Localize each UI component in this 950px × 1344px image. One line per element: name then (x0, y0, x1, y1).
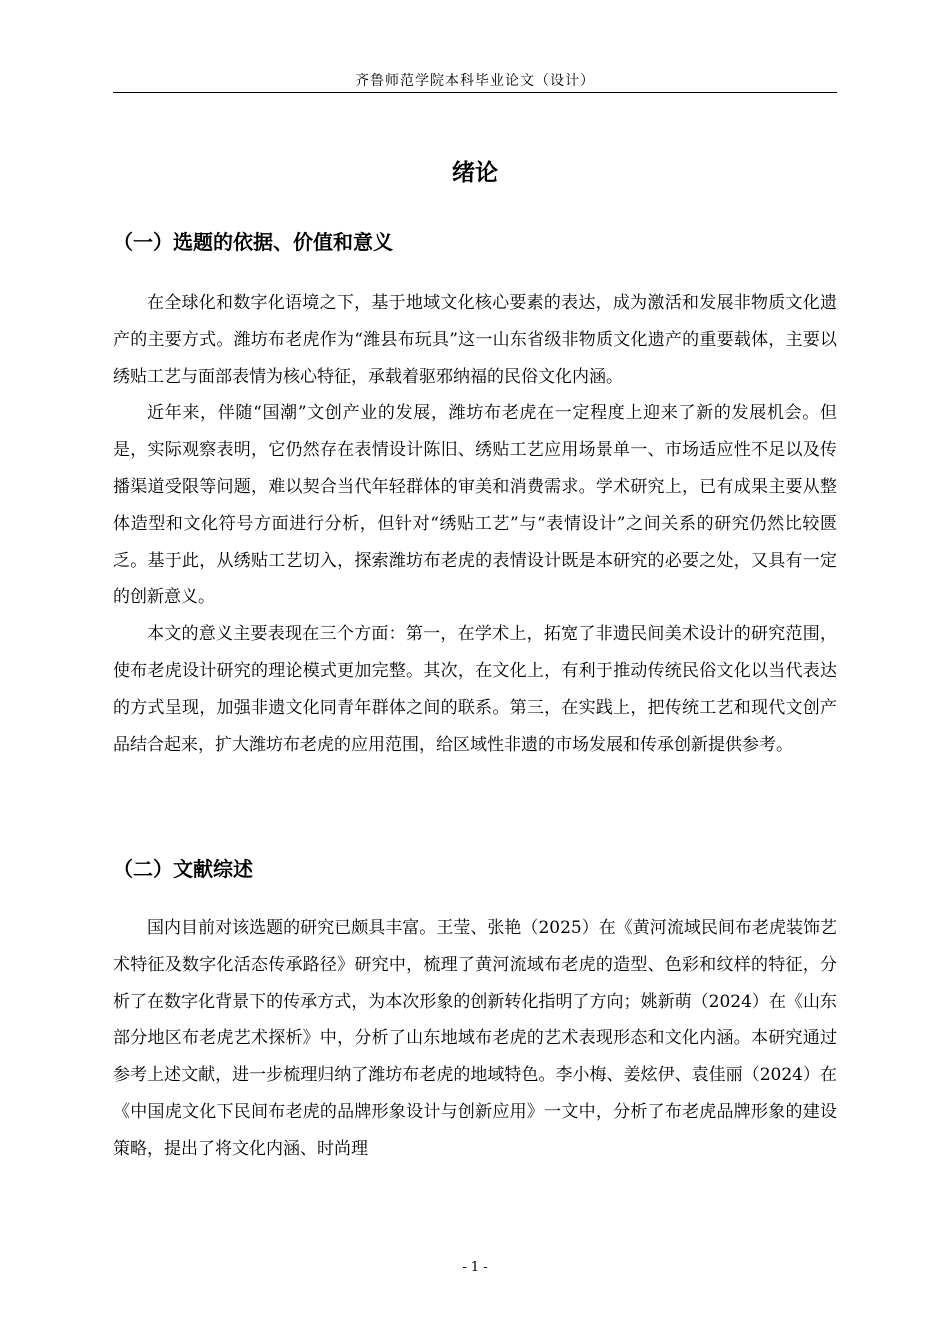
header-rule (113, 92, 837, 93)
section-1-body (113, 285, 837, 763)
running-header: 齐鲁师范学院本科毕业论文（设计） (355, 73, 595, 89)
chapter-title: 绪论 (452, 160, 498, 186)
section-heading-1: （一）选题的依据、价值和意义 (113, 230, 393, 254)
paragraph: 近年来，伴随“国潮”文创产业的发展，潍坊布老虎在一定程度上迎来了新的发展机会。但是，实际观察表明，它仍然存在表情设计陈旧、绣贴工艺应用场景单一、市场适应性不足以及传播渠道受限等问题，难以契合当代年轻群体的审美和消费需求。学术研究上，已有成果主要从整体造型和文化符号方面进行分析，但针对“绣贴工艺”与“表情设计”之间关系的研究仍然比较匮乏。基于此，从绣贴工艺切入，探索潍坊布老虎的表情设计既是本研究的必要之处，又具有一定的创新意义。 (113, 403, 837, 608)
paragraph: 本文的意义主要表现在三个方面：第一，在学术上，拓宽了非遗民间美术设计的研究范围，使布老虎设计研究的理论模式更加完整。其次，在文化上，有利于推动传统民俗文化以当代表达的方式呈现，加强非遗文化同青年群体之间的联系。第三，在实践上，把传统工艺和现代文创产品结合起来，扩大潍坊布老虎的应用范围，给区域性非遗的市场发展和传承创新提供参考。 (113, 624, 837, 755)
paragraph: 在全球化和数字化语境之下，基于地域文化核心要素的表达，成为激活和发展非物质文化遗产的主要方式。潍坊布老虎作为“潍县布玩具”这一山东省级非物质文化遗产的重要载体，主要以绣贴工艺与面部表情为核心特征，承载着驱邪纳福的民俗文化内涵。 (113, 293, 837, 387)
page-number: - 1 - (462, 1260, 488, 1275)
paragraph: 国内目前对该选题的研究已颇具丰富。王莹、张艳（2025）在《黄河流域民间布老虎装饰艺术特征及数字化活态传承路径》研究中，梳理了黄河流域布老虎的造型、色彩和纹样的特征，分析了在数字化背景下的传承方式，为本次形象的创新转化指明了方向；姚新萌（2024）在《山东部分地区布老虎艺术探析》中，分析了山东地域布老虎的艺术表现形态和文化内涵。本研究通过参考上述文献，进一步梳理归纳了潍坊布老虎的地域特色。李小梅、姜炫伊、袁佳丽（2024）在《中国虎文化下民间布老虎的品牌形象设计与创新应用》一文中，分析了布老虎品牌形象的建设策略，提出了将文化内涵、时尚理 (113, 918, 837, 1159)
section-2-body (113, 910, 837, 1168)
section-heading-2: （二）文献综述 (113, 857, 253, 881)
